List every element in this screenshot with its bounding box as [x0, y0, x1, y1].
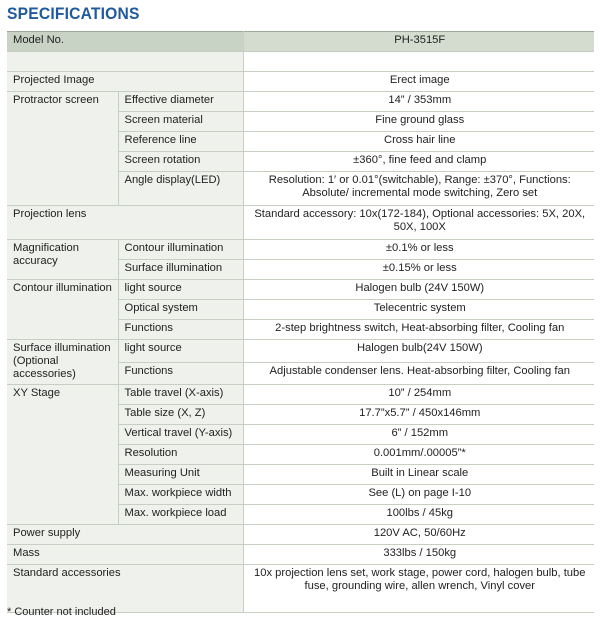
blank-row: [7, 52, 594, 72]
spec-value: Adjustable condenser lens. Heat-absorbing filter, Cooling fan: [243, 362, 594, 385]
spec-value: ±0.1% or less: [243, 240, 594, 260]
item-label: Functions: [118, 362, 243, 385]
spec-value: 17.7”x5.7” / 450x146mm: [243, 405, 594, 425]
spec-value: 333lbs / 150kg: [243, 545, 594, 565]
item-label: Resolution: [118, 445, 243, 465]
spec-value: 100lbs / 45kg: [243, 505, 594, 525]
group-label: XY Stage: [7, 385, 118, 525]
spec-value: Standard accessory: 10x(172-184), Optional accessories: 5X, 20X, 50X, 100X: [243, 206, 594, 240]
item-label: Max. workpiece load: [118, 505, 243, 525]
table-row: [7, 545, 594, 565]
blank-value: [243, 52, 594, 72]
item-label: Contour illumination: [118, 240, 243, 260]
table-row: [7, 280, 594, 300]
page-title: SPECIFICATIONS: [7, 4, 140, 23]
group-label: Standard accessories: [7, 565, 243, 613]
spec-value: ±360°, fine feed and clamp: [243, 152, 594, 172]
group-label: Surface illumination (Optional accessories): [7, 340, 118, 385]
item-label: Angle display(LED): [118, 172, 243, 206]
item-label: Screen material: [118, 112, 243, 132]
spec-value: Erect image: [243, 72, 594, 92]
table-row: [7, 340, 594, 363]
item-label: Table size (X, Z): [118, 405, 243, 425]
group-label: Projected Image: [7, 72, 243, 92]
group-label: Contour illumination: [7, 280, 118, 340]
item-label: Optical system: [118, 300, 243, 320]
group-label: Projection lens: [7, 206, 243, 240]
spec-value: See (L) on page I-10: [243, 485, 594, 505]
item-label: Table travel (X-axis): [118, 385, 243, 405]
item-label: Measuring Unit: [118, 465, 243, 485]
table-row: [7, 385, 594, 405]
model-label: Model No.: [7, 32, 243, 52]
spec-value: Built in Linear scale: [243, 465, 594, 485]
table-row: [7, 206, 594, 240]
spec-value: Fine ground glass: [243, 112, 594, 132]
spec-value: Halogen bulb(24V 150W): [243, 340, 594, 363]
spec-value: 6” / 152mm: [243, 425, 594, 445]
item-label: Vertical travel (Y-axis): [118, 425, 243, 445]
spec-value: 0.001mm/.00005”*: [243, 445, 594, 465]
group-label: Mass: [7, 545, 243, 565]
spec-value: 10x projection lens set, work stage, power cord, halogen bulb, tube fuse, grounding wire, allen wrench, Vinyl cover: [243, 565, 594, 613]
item-label: Max. workpiece width: [118, 485, 243, 505]
item-label: Surface illumination: [118, 260, 243, 280]
spec-value: Telecentric system: [243, 300, 594, 320]
item-label: light source: [118, 340, 243, 363]
table-row: [7, 92, 594, 112]
footnote: * Counter not included: [7, 606, 116, 618]
spec-value: Cross hair line: [243, 132, 594, 152]
item-label: light source: [118, 280, 243, 300]
item-label: Functions: [118, 320, 243, 340]
group-label: Magnification accuracy: [7, 240, 118, 280]
spec-value: 10” / 254mm: [243, 385, 594, 405]
item-label: Screen rotation: [118, 152, 243, 172]
group-label: Power supply: [7, 525, 243, 545]
spec-value: ±0.15% or less: [243, 260, 594, 280]
spec-value: Halogen bulb (24V 150W): [243, 280, 594, 300]
spec-value: 2-step brightness switch, Heat-absorbing filter, Cooling fan: [243, 320, 594, 340]
item-label: Effective diameter: [118, 92, 243, 112]
spec-value: 120V AC, 50/60Hz: [243, 525, 594, 545]
table-row: [7, 240, 594, 260]
spec-table: [7, 31, 594, 613]
table-row: [7, 525, 594, 545]
spec-value: Resolution: 1′ or 0.01°(switchable), Range: ±370°, Functions: Absolute/ incremental mode switching, Zero set: [243, 172, 594, 206]
model-row: [7, 32, 594, 52]
spec-value: 14” / 353mm: [243, 92, 594, 112]
group-label: Protractor screen: [7, 92, 118, 206]
table-row: [7, 72, 594, 92]
blank-cell: [7, 52, 243, 72]
model-value: PH-3515F: [243, 32, 594, 52]
item-label: Reference line: [118, 132, 243, 152]
